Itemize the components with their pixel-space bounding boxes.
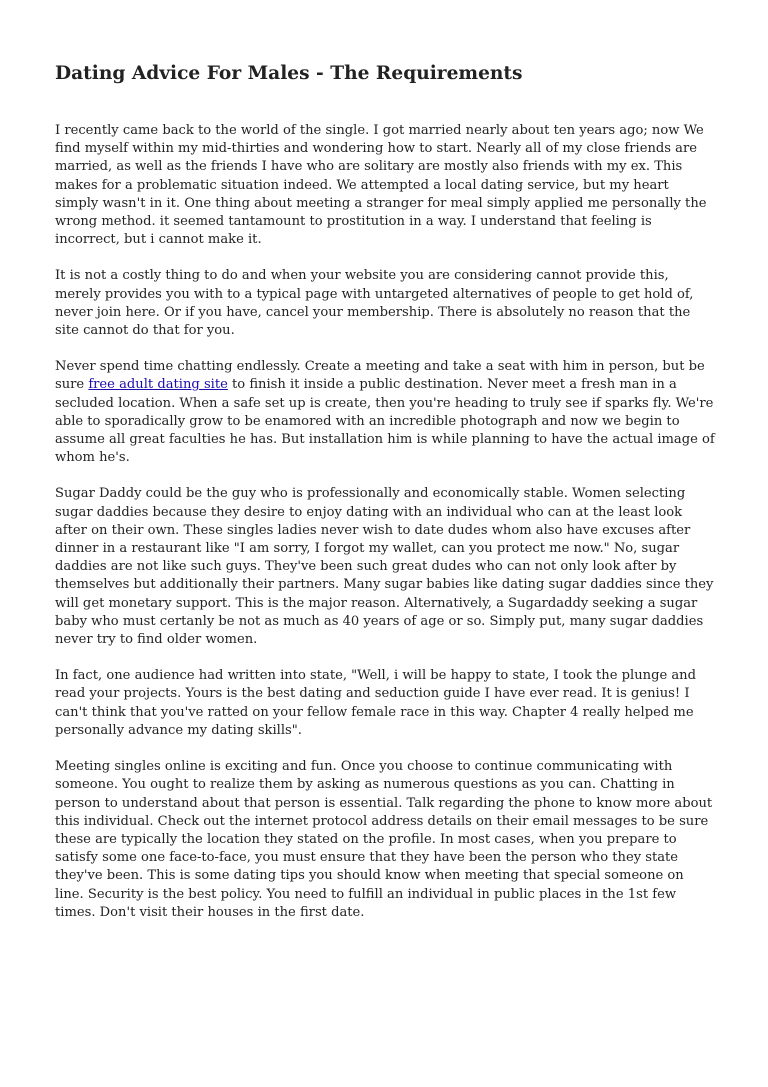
paragraph-4: Sugar Daddy could be the guy who is professionally and economically stable. Women selecting sugar daddies because they desire to enjoy dating with an individual who can at the least look after on their own. These singles ladies never wish to date dudes whom also have excuses after dinner in a restaurant like "I am sorry, I forgot my wallet, can you protect me now." No, sugar daddies are not like such guys. They've been such great dudes who can not only look after by themselves but additionally their partners. Many sugar babies like dating sugar daddies since they will get monetary support. This is the major reason. Alternatively, a Sugardaddy seeking a sugar baby who must certanly be not as much as 40 years of age or so. Simply put, many sugar daddies never try to find older women. — [55, 486, 714, 648]
paragraph-3 — [55, 358, 715, 467]
document-body — [55, 122, 715, 922]
paragraph-5: In fact, one audience had written into state, "Well, i will be happy to state, I took the plunge and read your projects. Yours is the best dating and seduction guide I have ever read. It is genius! I can't think that you've ratted on your fellow female race in this way. Chapter 4 really helped me personally advance my dating skills". — [55, 668, 696, 738]
document-page — [55, 58, 715, 940]
free-adult-dating-site-link[interactable]: free adult dating site — [88, 377, 228, 393]
paragraph-6: Meeting singles online is exciting and fun. Once you choose to continue communicating with someone. You ought to realize them by asking as numerous questions as you can. Chatting in person to understand about that person is essential. Talk regarding the phone to know more about this individual. Check out the internet protocol address details on their email messages to be sure these are typically the location they stated on the profile. In most cases, when you prepare to satisfy some one face-to-face, you must ensure that they have been the person who they state they've been. This is some dating tips you should know when meeting that special someone on line. Security is the best policy. You need to fulfill an individual in public places in the 1st few times. Don't visit their houses in the first date. — [55, 759, 713, 920]
paragraph-1: I recently came back to the world of the single. I got married nearly about ten years ago; now We find myself within my mid-thirties and wondering how to start. Nearly all of my close friends are married, as well as the friends I have who are solitary are mostly also friends with my ex. This makes for a problematic situation indeed. We attempted a local dating service, but my heart simply wasn't in it. One thing about meeting a stranger for meal simply applied me personally the wrong method. it seemed tantamount to prostitution in a way. I understand that feeling is incorrect, but i cannot make it. — [55, 123, 707, 248]
paragraph-2: It is not a costly thing to do and when your website you are considering cannot provide this, merely provides you with to a typical page with untargeted alternatives of people to get hold of, never join here. Or if you have, cancel your membership. There is absolutely no reason that the site cannot do that for you. — [55, 268, 694, 339]
paragraph-3-after-link: to finish it inside a public destination. Never meet a fresh man in a secluded location. When a safe set up is create, then you're heading to truly see if sparks fly. We're able to sporadically grow to be enamored with an incredible photograph and now we begin to assume all great faculties he has. But installation him is while planning to have the actual image of whom he's. — [55, 377, 715, 466]
document-title: Dating Advice For Males - The Requirements — [55, 63, 523, 84]
paragraph-3-before-link: Never spend time chatting endlessly. Create a meeting and take a seat with him in person, but be sure — [55, 359, 705, 393]
